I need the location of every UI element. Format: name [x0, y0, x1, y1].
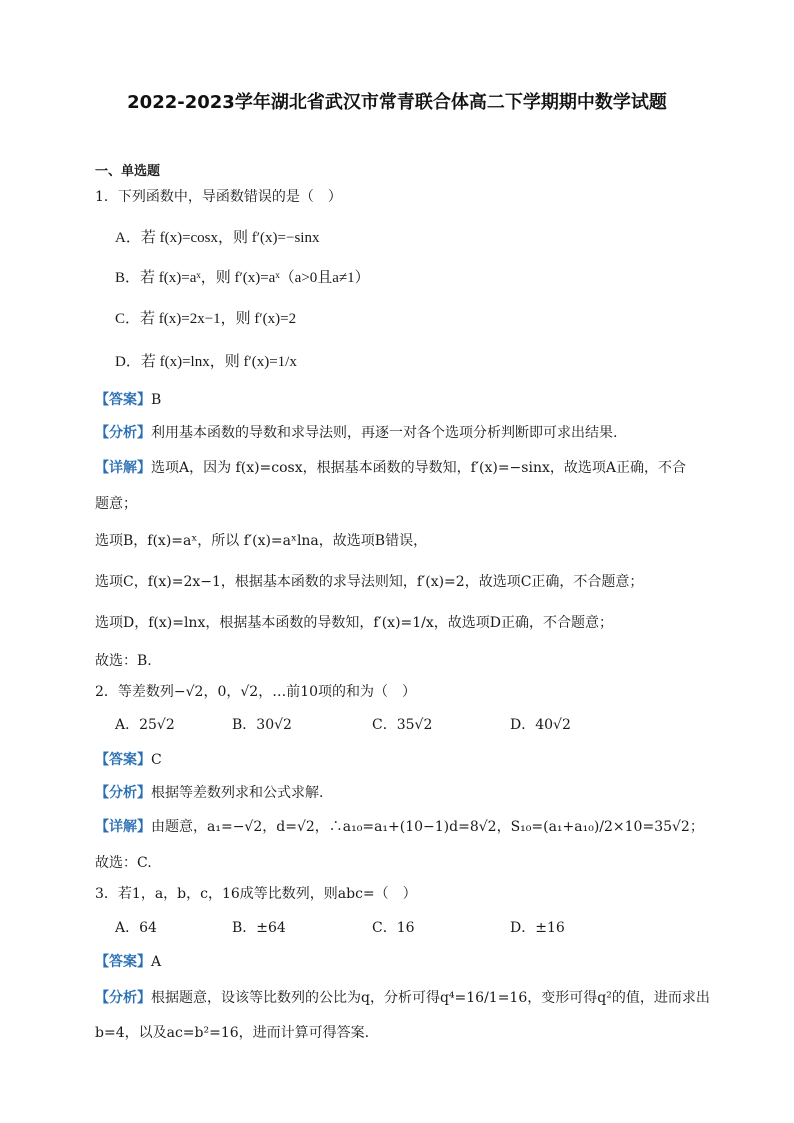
- detail-tag: 【详解】: [95, 819, 151, 835]
- answer-tag: 【答案】: [95, 954, 151, 970]
- q3-analysis-line-2: b=4，以及ac=b²=16，进而计算可得答案.: [95, 1025, 370, 1041]
- q1-option-d: D．若 f(x)=lnx，则 f′(x)=1/x: [115, 354, 297, 370]
- page-title: 2022-2023学年湖北省武汉市常青联合体高二下学期期中数学试题: [127, 92, 667, 113]
- answer-value: A: [151, 954, 162, 970]
- q3-analysis-line-1: [95, 988, 710, 1008]
- q3-option-d: D．±16: [510, 920, 565, 936]
- q3-answer: [95, 952, 161, 972]
- analysis-tag: 【分析】: [95, 425, 151, 441]
- answer-value: C: [151, 752, 162, 768]
- analysis-text: 根据题意，设该等比数列的公比为q，分析可得q⁴=16/1=16，变形可得q²的值，进而求出: [151, 990, 710, 1006]
- q1-stem: 1．下列函数中，导函数错误的是（ ）: [95, 189, 342, 205]
- q2-option-a: A．25√2: [115, 717, 175, 733]
- q3-stem: 3．若1，a，b，c，16成等比数列，则abc=（ ）: [95, 886, 417, 902]
- detail-text: 由题意，a₁=−√2，d=√2，∴a₁₀=a₁+(10−1)d=8√2，S₁₀=(a₁+a₁₀)/2×10=35√2；: [151, 819, 704, 835]
- q1-option-c: C．若 f(x)=2x−1，则 f′(x)=2: [115, 311, 297, 327]
- section-heading: 一、单选题: [95, 164, 161, 179]
- q1-conclusion: 故选：B.: [95, 653, 152, 669]
- q3-option-c: C．16: [372, 920, 415, 936]
- q2-stem: 2．等差数列−√2，0，√2，…前10项的和为（ ）: [95, 684, 417, 700]
- analysis-text: 根据等差数列求和公式求解.: [151, 785, 324, 801]
- q1-detail-line-2: 选项B，f(x)=aˣ，所以 f′(x)=aˣlna，故选项B错误，: [95, 533, 428, 549]
- q3-option-a: A．64: [115, 920, 157, 936]
- detail-tag: 【详解】: [95, 460, 151, 476]
- q1-detail-line-1: [95, 458, 686, 478]
- q2-option-d: D．40√2: [510, 717, 571, 733]
- answer-tag: 【答案】: [95, 752, 151, 768]
- q2-conclusion: 故选：C.: [95, 855, 152, 871]
- answer-value: B: [151, 392, 162, 408]
- detail-text: 选项A，因为 f(x)=cosx，根据基本函数的导数知，f′(x)=−sinx，故选项A正确，不合: [151, 460, 686, 476]
- analysis-tag: 【分析】: [95, 785, 151, 801]
- q3-option-b: B．±64: [232, 920, 286, 936]
- q1-option-b: B．若 f(x)=aˣ，则 f′(x)=aˣ（a>0且a≠1）: [115, 270, 370, 286]
- q2-analysis: [95, 783, 323, 803]
- q1-detail-line-1b: 题意；: [95, 496, 137, 512]
- q1-answer: [95, 390, 161, 410]
- q2-option-b: B．30√2: [232, 717, 292, 733]
- q2-answer: [95, 750, 162, 770]
- answer-tag: 【答案】: [95, 392, 151, 408]
- q2-detail: [95, 817, 704, 837]
- analysis-text: 利用基本函数的导数和求导法则，再逐一对各个选项分析判断即可求出结果.: [151, 425, 618, 441]
- q1-analysis: [95, 423, 617, 443]
- q1-detail-line-3: 选项C，f(x)=2x−1，根据基本函数的求导法则知，f′(x)=2，故选项C正确，不合题意；: [95, 574, 644, 590]
- q1-detail-line-4: 选项D，f(x)=lnx，根据基本函数的导数知，f′(x)=1/x，故选项D正确，不合题意；: [95, 615, 613, 631]
- q1-option-a: A．若 f(x)=cosx，则 f′(x)=−sinx: [115, 230, 320, 246]
- q2-option-c: C．35√2: [372, 717, 433, 733]
- analysis-tag: 【分析】: [95, 990, 151, 1006]
